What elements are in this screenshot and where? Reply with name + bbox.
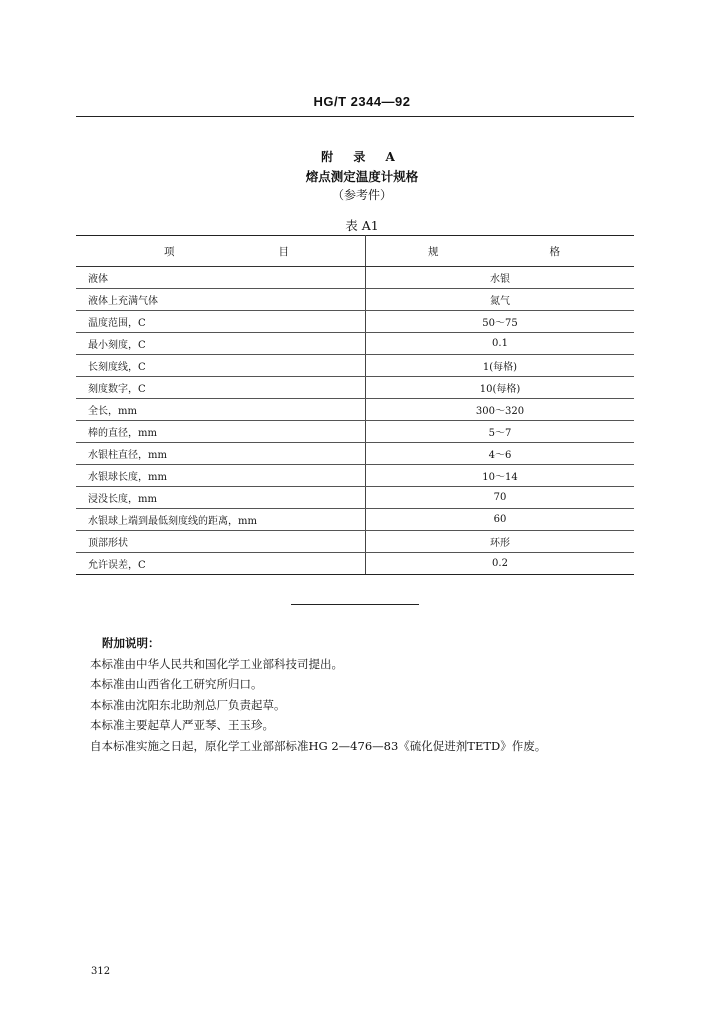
row-spec: 4～6 xyxy=(366,443,635,465)
row-spec: 0.2 xyxy=(366,553,635,575)
header-item xyxy=(76,236,366,267)
notes-line: 自本标准实施之日起，原化学工业部部标准HG 2—476—83《硫化促进剂TETD》作废。 xyxy=(90,738,547,753)
row-spec: 50～75 xyxy=(366,311,635,333)
row-item: 水银柱直径，mm xyxy=(76,443,366,465)
row-spec: 1(每格) xyxy=(366,355,635,377)
header-spec-left: 规 xyxy=(428,245,439,258)
table-row xyxy=(76,377,634,399)
row-item: 液体 xyxy=(76,267,366,289)
row-item: 温度范围，C xyxy=(76,311,366,333)
table-row xyxy=(76,267,634,289)
row-item: 水银球长度，mm xyxy=(76,465,366,487)
appendix-subtitle: 熔点测定温度计规格 xyxy=(305,169,419,184)
header-spec-right: 格 xyxy=(549,245,560,258)
end-rule xyxy=(291,604,419,605)
additional-notes xyxy=(90,633,630,756)
row-spec: 0.1 xyxy=(366,333,635,355)
row-spec: 60 xyxy=(366,509,635,531)
header-item-right: 目 xyxy=(278,245,289,258)
appendix-note: （参考件） xyxy=(331,188,392,202)
notes-line: 本标准主要起草人严亚琴、王玉珍。 xyxy=(90,718,274,732)
table-header-row xyxy=(76,236,634,267)
table-row xyxy=(76,399,634,421)
header-spec xyxy=(366,236,635,267)
table-row xyxy=(76,465,634,487)
standard-code: HG/T 2344—92 xyxy=(313,94,411,109)
table-row xyxy=(76,355,634,377)
row-item: 刻度数字，C xyxy=(76,377,366,399)
row-item: 液体上充满气体 xyxy=(76,289,366,311)
notes-line: 本标准由山西省化工研究所归口。 xyxy=(90,677,263,691)
table-row xyxy=(76,553,634,575)
row-spec: 300～320 xyxy=(366,399,635,421)
table-row xyxy=(76,333,634,355)
row-item: 水银球上端到最低刻度线的距离，mm xyxy=(76,509,366,531)
table-row xyxy=(76,311,634,333)
row-spec: 环形 xyxy=(366,531,635,553)
row-item: 允许误差，C xyxy=(76,553,366,575)
table-caption: 表 A1 xyxy=(345,218,379,233)
row-spec: 5～7 xyxy=(366,421,635,443)
header-rule xyxy=(76,116,634,117)
row-spec: 70 xyxy=(366,487,635,509)
row-item: 浸没长度，mm xyxy=(76,487,366,509)
table-row xyxy=(76,487,634,509)
page-number: 312 xyxy=(91,966,111,977)
row-spec: 氮气 xyxy=(366,289,635,311)
row-item: 全长，mm xyxy=(76,399,366,421)
table-row xyxy=(76,531,634,553)
appendix-title: 附 录 A xyxy=(321,150,403,164)
notes-heading: 附加说明： xyxy=(102,636,160,650)
table-row xyxy=(76,421,634,443)
notes-line: 本标准由中华人民共和国化学工业部科技司提出。 xyxy=(90,656,343,671)
spec-table xyxy=(76,235,634,575)
row-item: 最小刻度，C xyxy=(76,333,366,355)
row-item: 顶部形状 xyxy=(76,531,366,553)
row-item: 长刻度线，C xyxy=(76,355,366,377)
table-row xyxy=(76,289,634,311)
notes-line: 本标准由沈阳东北助剂总厂负责起草。 xyxy=(90,697,286,712)
table-row xyxy=(76,443,634,465)
header-item-left: 项 xyxy=(164,245,175,258)
row-spec: 10～14 xyxy=(366,465,635,487)
table-row xyxy=(76,509,634,531)
row-spec: 水银 xyxy=(366,267,635,289)
row-item: 棒的直径，mm xyxy=(76,421,366,443)
row-spec: 10(每格) xyxy=(366,377,635,399)
